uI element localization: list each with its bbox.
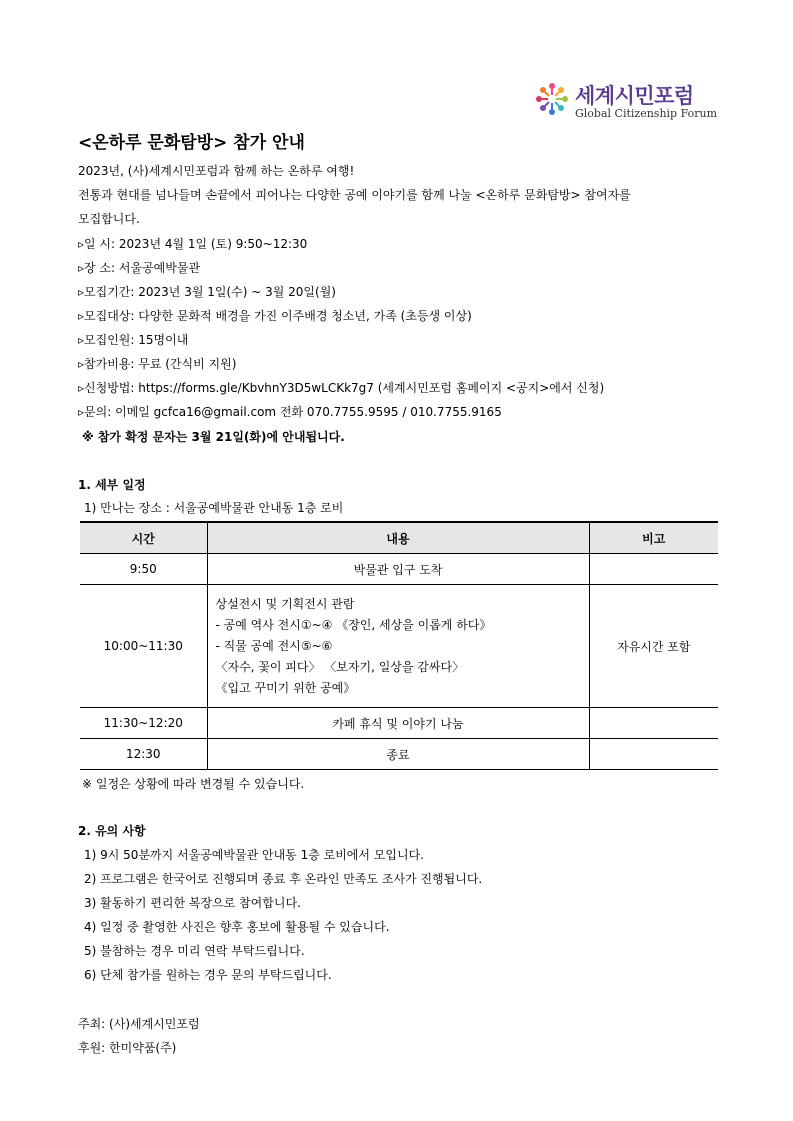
row-note: 자유시간 포함 [589,585,718,708]
info-key: ▹모집인원: [78,333,135,347]
header-time: 시간 [80,522,207,554]
logo-burst-icon [533,80,571,118]
header-note: 비고 [589,522,718,554]
info-value: 다양한 문화적 배경을 가진 이주배경 청소년, 가족 (초등생 이상) [138,309,472,323]
info-value: 이메일 gcfca16@gmail.com 전화 070.7755.9595 / 010.7755.9165 [115,405,502,419]
info-key: ▹문의: [78,405,112,419]
row-content [207,585,589,708]
list-item: 2) 프로그램은 한국어로 진행되며 종료 후 온라인 만족도 조사가 진행됩니다. [84,872,483,886]
info-value: 무료 (간식비 지원) [138,357,237,371]
list-item: 4) 일정 중 촬영한 사진은 향후 홍보에 활용될 수 있습니다. [84,920,390,934]
logo-name-ko: 세계시민포럼 [575,84,694,108]
row-time: 10:00~11:30 [80,585,207,708]
meeting-place: 1) 만나는 장소 : 서울공예박물관 안내동 1층 로비 [84,501,344,515]
info-cost [78,355,236,372]
content-line: - 직물 공예 전시⑤~⑥ [215,638,333,653]
list-item: 1) 9시 50분까지 서울공예박물관 안내동 1층 로비에서 모입니다. [84,848,424,862]
info-apply[interactable] [78,379,604,396]
table-header-row [80,522,718,554]
info-date [78,235,307,252]
content-line: 〈자수, 꽃이 피다〉 〈보자기, 일상을 감싸다〉 [215,659,465,674]
row-content: 박물관 입구 도착 [207,554,589,585]
page-title: <온하루 문화탐방> 참가 안내 [78,133,305,153]
table-row [80,554,718,585]
info-value: 2023년 4월 1일 (토) 9:50~12:30 [118,237,308,251]
info-key: ▹모집기간: [78,285,135,299]
row-note [589,554,718,585]
info-key: ▹신청방법: [78,381,135,395]
info-target [78,307,472,324]
content-line: 상설전시 및 기획전시 관람 [215,596,355,611]
list-item: 6) 단체 참가를 원하는 경우 문의 부탁드립니다. [84,968,332,982]
row-note [589,739,718,770]
info-key: ▹참가비용: [78,357,135,371]
row-time: 9:50 [80,554,207,585]
schedule-table [80,521,718,770]
header-content: 내용 [207,522,589,554]
content-line: 《입고 꾸미기 위한 공예》 [215,680,356,695]
table-row [80,739,718,770]
section1-heading: 1. 세부 일정 [78,478,146,492]
info-place [78,259,200,276]
list-item: 3) 활동하기 편리한 복장으로 참여합니다. [84,896,301,910]
info-key: ▹장 소: [78,261,116,275]
info-period [78,283,336,300]
logo-name-en: Global Citizenship Forum [575,107,718,120]
schedule-footnote: ※ 일정은 상황에 따라 변경될 수 있습니다. [82,777,305,791]
content-line: - 공예 역사 전시①~④ 《장인, 세상을 이롭게 하다》 [215,617,492,632]
apply-link[interactable]: https://forms.gle/KbvhnY3D5wLCKk7g7 (세계시민포럼 홈페이지 <공지>에서 신청) [138,381,605,395]
table-row [80,585,718,708]
organization-logo [533,80,723,124]
row-content: 종료 [207,739,589,770]
info-value: 2023년 3월 1일(수) ~ 3월 20일(월) [138,285,336,299]
info-key: ▹모집대상: [78,309,135,323]
info-value: 서울공예박물관 [118,261,201,275]
row-time: 11:30~12:20 [80,708,207,739]
confirmation-notice: ※ 참가 확정 문자는 3월 21일(화)에 안내됩니다. [82,430,345,444]
list-item: 5) 불참하는 경우 미리 연락 부탁드립니다. [84,944,305,958]
row-time: 12:30 [80,739,207,770]
info-contact [78,403,502,420]
intro-line-2: 전통과 현대를 넘나들며 손끝에서 피어나는 다양한 공예 이야기를 함께 나눌 <온하루 문화탐방> 참여자를 [78,188,631,202]
row-content: 카페 휴식 및 이야기 나눔 [207,708,589,739]
info-capacity [78,331,188,348]
host-line: 주최: (사)세계시민포럼 [78,1017,200,1031]
row-note [589,708,718,739]
sponsor-line: 후원: 한미약품(주) [78,1041,177,1055]
table-row [80,708,718,739]
section2-heading: 2. 유의 사항 [78,824,146,838]
intro-line-1: 2023년, (사)세계시민포럼과 함께 하는 온하루 여행! [78,164,355,178]
info-key: ▹일 시: [78,237,116,251]
intro-line-3: 모집합니다. [78,212,140,226]
info-value: 15명이내 [138,333,189,347]
